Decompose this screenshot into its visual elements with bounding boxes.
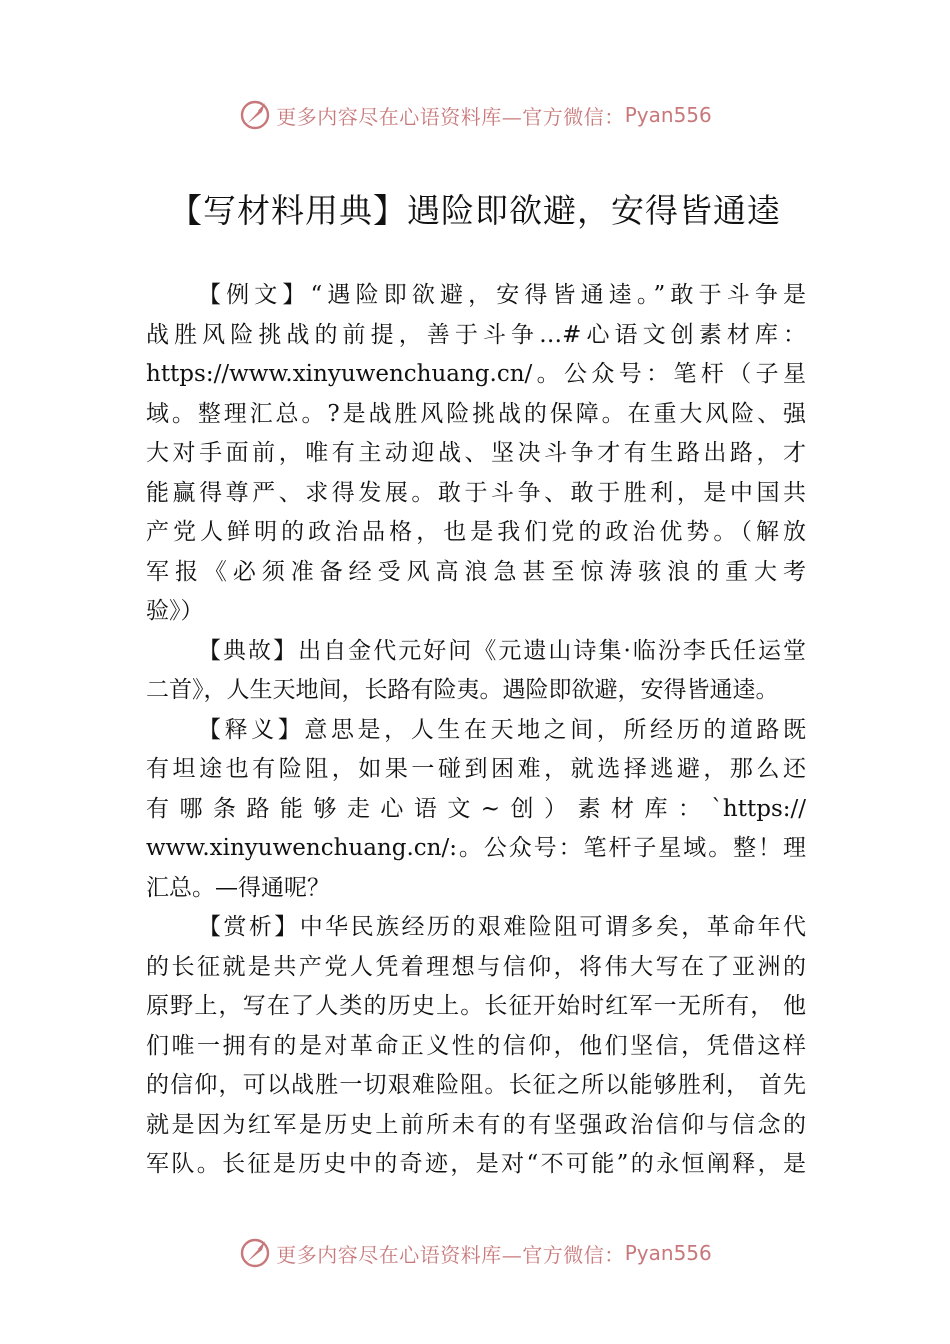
footer-wechat-id: Pyan556 bbox=[624, 1241, 712, 1265]
text-line: 二首》，人生天地间，长路有险夷。遇险即欲避，安得皆通逵。 bbox=[146, 677, 779, 703]
text-line: 有哪条路能够走心语文~创）素材库：`https:// bbox=[146, 795, 806, 822]
footer-site-text: 更多内容尽在心语资料库—官方微信： bbox=[276, 1242, 625, 1267]
text-line: 产党人鲜明的政治品格，也是我们党的政治优势。（解放 bbox=[146, 519, 806, 545]
analysis-paragraph bbox=[146, 908, 806, 1185]
text-line: 大对手面前，唯有主动迎战、坚决斗争才有生路出路，才 bbox=[146, 440, 806, 466]
text-line: 原野上，写在了人类的历史上。长征开始时红军一无所有， 他 bbox=[146, 993, 806, 1019]
text-line: 有坦途也有险阻，如果一碰到困难，就选择逃避，那么还 bbox=[146, 756, 806, 782]
example-paragraph bbox=[146, 276, 806, 632]
text-line: 的信仰，可以战胜一切艰难险阻。长征之所以能够胜利， 首先 bbox=[146, 1072, 806, 1098]
text-line: www.xinyuwenchuang.cn/:。公众号：笔杆子星域。整！理 bbox=[146, 835, 806, 861]
text-line: 域。整理汇总。?是战胜风险挑战的保障。在重大风险、强 bbox=[146, 400, 806, 427]
text-line: 军报《必须准备经受风高浪急甚至惊涛骇浪的重大考 bbox=[146, 558, 806, 585]
quill-pen-logo-icon bbox=[238, 98, 272, 132]
quill-pen-logo-icon bbox=[238, 1236, 272, 1270]
allusion-paragraph bbox=[146, 632, 806, 711]
text-line: 们唯一拥有的是对革命正义性的信仰，他们坚信，凭借这样 bbox=[146, 1032, 806, 1059]
footer-banner bbox=[0, 1233, 950, 1273]
text-line: https://www.xinyuwenchuang.cn/。公众号：笔杆（子星 bbox=[146, 361, 806, 387]
text-line: 汇总。—得通呢？ bbox=[146, 874, 330, 901]
text-line: 就是因为红军是历史上前所未有的有坚强政治信仰与信念的 bbox=[146, 1111, 806, 1138]
header-banner bbox=[0, 95, 950, 135]
text-line: 军队。长征是历史中的奇迹，是对“不可能”的永恒阐释，是 bbox=[146, 1151, 806, 1177]
page-title: 【写材料用典】遇险即欲避，安得皆通逵 bbox=[169, 191, 781, 230]
text-line: 【例文】“遇险即欲避，安得皆通逵。”敢于斗争是 bbox=[198, 282, 806, 308]
document-body bbox=[146, 276, 806, 1185]
text-line: 战胜风险挑战的前提，善于斗争…#心语文创素材库： bbox=[146, 321, 806, 348]
text-line: 的长征就是共产党人凭着理想与信仰，将伟大写在了亚洲的 bbox=[146, 953, 806, 980]
text-line: 【赏析】中华民族经历的艰难险阻可谓多矣，革命年代 bbox=[198, 914, 806, 940]
meaning-paragraph bbox=[146, 711, 806, 909]
text-line: 【释义】意思是，人生在天地之间，所经历的道路既 bbox=[198, 716, 806, 743]
header-site-text: 更多内容尽在心语资料库—官方微信： bbox=[276, 104, 625, 129]
text-line: 能赢得尊严、求得发展。敢于斗争、敢于胜利，是中国共 bbox=[146, 479, 806, 506]
text-line: 验》） bbox=[146, 598, 204, 624]
header-wechat-id: Pyan556 bbox=[624, 103, 712, 127]
text-line: 【典故】出自金代元好问《元遗山诗集·临汾李氏任运堂 bbox=[198, 637, 806, 664]
